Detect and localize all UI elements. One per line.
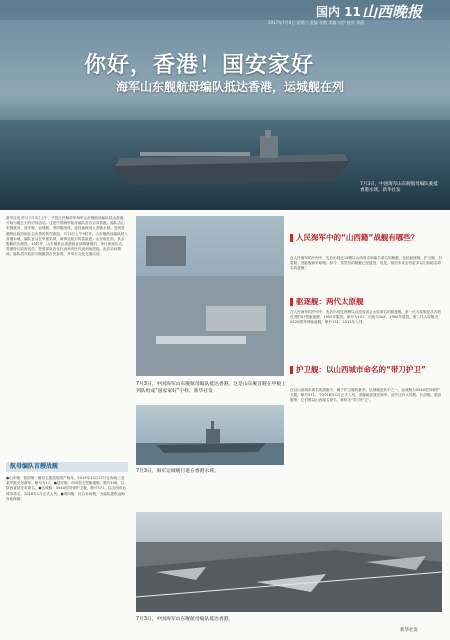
sidebar-body-2: 在人民海军的序列中，先后出现过两艘以山西省省会太原命名的驱逐舰。第一代太原舰是从苏联引进的07型驱逐舰，1955年服役，舷号为102，后改为104，1990年退役。第二代太原舰为052D型导弹驱逐舰，舷号131，2015年入列。 bbox=[290, 310, 441, 325]
fighter-jets-photo bbox=[136, 512, 442, 612]
dateline: 2017年7月8日 星期六 责编 张敬 美编 刘宇 校对 李丽 bbox=[268, 20, 365, 25]
sidebar-body-3: 在以山西城市命名的战舰中，属于护卫舰的最多。运城舰是其中之一。运城舰为054A型导弹护卫舰，舷号571，于2018年1月正式入列，隶属南部战区海军。此外还有大同舰、长治舰、临汾舰等，它们都以山西地名命名，被称为“带刀护卫”。 bbox=[290, 388, 442, 403]
title-marker bbox=[290, 366, 293, 374]
photo-caption-2: 7月3日，海军运城舰行进在香港水域。 bbox=[136, 469, 219, 474]
title-marker bbox=[290, 234, 293, 242]
yuncheng-ship-photo bbox=[136, 405, 284, 465]
newspaper-logo: 山西晚报 bbox=[362, 3, 423, 21]
deck-formation-photo bbox=[136, 216, 284, 376]
aircraft-carrier bbox=[110, 130, 350, 190]
sidebar-title-3: 护卫舰：以山西城市命名的“带刀护卫” bbox=[296, 365, 426, 374]
main-headline: 你好，香港！国安家好 bbox=[84, 53, 315, 78]
sidebar-title-1: 人民海军中的“山西籍”战舰有哪些？ bbox=[296, 233, 419, 242]
title-marker bbox=[290, 298, 293, 306]
page-label: 国内 11 bbox=[316, 5, 361, 19]
hero-photo bbox=[0, 0, 450, 210]
sub-headline: 海军山东舰航母编队抵达香港，运城舰在列 bbox=[116, 80, 345, 94]
photo-caption-1: 7月3日，中国海军山东舰航母编队抵达香港。这是山东舰首舰在甲板上列队组成“国家家好”字样。新华社发 bbox=[136, 382, 287, 394]
article-body-left: 新华社电 昨日7月3日上午，中国人民解放军海军山东舰航母编队抵达香港，开始为期五天的访问活动。这是中国海军航母编队首次访问香港。编队由山东舰航母、延安舰、运城舰、粤四舰组成，途经南海进入香港水域，受到香港特区政府和社会各界的热烈欢迎。7月3日上午9时许，山东舰航母编队驶入香港水域，编队官兵在甲板站坡，海事处船只鸣笛致意。山东舰在前，其余舰艇依次跟进。10时许，山东舰抵达香港西北部海域锚泊，举行欢迎仪式。香港特区政府官员、驻港部队官兵代表和市民代表到场迎接。此次访问期间，编队将开放部分舰艇供市民参观，并举行文化交流活动。 bbox=[6, 216, 128, 257]
sidebar-title-2: 驱逐舰：两代太原舰 bbox=[296, 297, 364, 306]
photo-credit: 新华社发 bbox=[400, 628, 418, 633]
section-body: ●山东舰：我国第一艘自主建造的国产航母，2019年12月17日在海南三亚某军港交付海军。舷号为17。●延安舰：055型大型驱逐舰，舷号106，以陕西省延安市命名。●运城舰：054A型导弹护卫舰，舷号571，以山西省运城市命名，2018年1月正式入列。●粤四舰：综合补给舰，为编队提供远海补给保障。 bbox=[6, 476, 126, 501]
hero-caption: 7月3日，中国海军山东舰航母编队驶抵香港水域。新华社发 bbox=[360, 182, 438, 193]
sidebar-body-1: 在人民海军的序列中，先后出现过14艘以山西省市和地名命名的舰艇，包括驱逐舰、护卫舰、扫雷舰、登陆舰和补给舰。如今，虽然有的舰艇已经退役，但是，相信未来会有更多以山西地名命名的战舰！ bbox=[290, 256, 442, 271]
section-title: 航母编队首艘战舰 bbox=[6, 462, 128, 472]
photo-caption-3: 7月3日，中国海军山东舰航母编队抵达香港。 bbox=[136, 617, 234, 622]
